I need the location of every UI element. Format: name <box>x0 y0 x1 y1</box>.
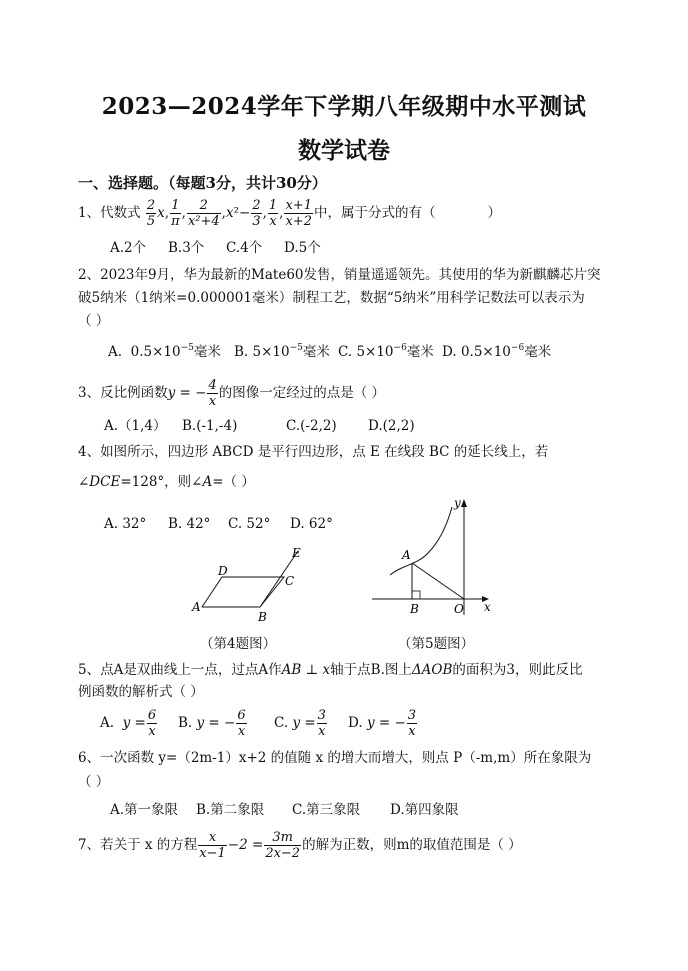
question-3-stem: 3、反比例函数y = − $\frac{4}{x}$ 的图像一定经过的点是（ ） <box>78 378 386 409</box>
right-angle-mark <box>412 591 420 599</box>
y-axis-arrow <box>461 499 467 507</box>
question-6-line-1: 6、一次函数 y=（2m-1）x+2 的值随 x 的增大而增大，则点 P（-m,m）所在象限为 <box>78 750 592 766</box>
figure-5-hyperbola <box>372 495 502 620</box>
figure-4-parallelogram <box>188 545 318 625</box>
label-y: y <box>454 496 461 510</box>
label-c: C <box>285 574 295 588</box>
label-a: A <box>402 548 411 562</box>
question-7-stem: 7、若关于 x 的方程 $\frac{x}{x-1}$ −2 = $\frac{3m}{2x-2}$ 的解为正数，则m的取值范围是（ ） <box>78 830 522 861</box>
q4-option-b: B. 42° <box>168 516 211 532</box>
q3-option-b: B.(-1,-4) <box>182 418 238 434</box>
q1-option-a: A.2个 <box>110 240 147 256</box>
q4-option-d: D. 62° <box>290 516 333 532</box>
label-b: B <box>410 602 419 616</box>
question-2-line-2: 破5纳米（1纳米=0.000001毫米）制程工艺，数据“5纳米”用科学记数法可以表示为 <box>78 290 585 306</box>
question-2-line-3: （ ） <box>78 313 110 329</box>
question-4-line-1: 4、如图所示，四边形 ABCD 是平行四边形，点 E 在线段 BC 的延长线上，若 <box>78 444 549 460</box>
q2-option-b: B. $5\times 10^{-5}$毫米 <box>234 343 330 360</box>
q1-option-b: B.3个 <box>168 240 205 256</box>
q6-option-b: B.第二象限 <box>196 802 265 818</box>
figure-4-caption: （第4题图） <box>200 636 277 652</box>
exam-subtitle: 数学试卷 <box>298 137 390 164</box>
q5-option-b: B. y = − $\frac{6}{x}$ <box>178 708 246 739</box>
q6-option-a: A.第一象限 <box>110 802 179 818</box>
label-a: A <box>192 600 201 614</box>
exam-title: 2023—2024学年下学期八年级期中水平测试 <box>101 93 587 120</box>
q3-option-a: A.（1,4） <box>104 418 167 434</box>
question-5-line-2: 例函数的解析式（ ） <box>78 684 204 700</box>
q2-option-d: D. $0.5\times 10^{-6}$毫米 <box>442 343 552 360</box>
label-x: x <box>484 600 491 614</box>
label-b: B <box>258 610 267 624</box>
q6-option-d: D.第四象限 <box>390 802 459 818</box>
question-4-line-2: ∠DCE=128°，则∠A=（ ） <box>78 474 255 490</box>
question-6-line-2: （ ） <box>78 774 110 790</box>
label-o: O <box>454 602 464 616</box>
q3-option-d: D.(2,2) <box>368 418 415 434</box>
q5-option-d: D. y = − $\frac{3}{x}$ <box>348 708 417 739</box>
parallelogram-abcd <box>202 577 284 607</box>
q6-option-c: C.第三象限 <box>292 802 361 818</box>
line-b-e <box>202 551 298 607</box>
question-5-line-1: 5、点A是双曲线上一点，过点A作AB ⊥ x轴于点B.图上ΔAOB的面积为3，则此反比 <box>78 662 583 678</box>
figure-5-caption: （第5题图） <box>398 636 475 652</box>
q5-option-c: C. y = $\frac{3}{x}$ <box>274 708 326 739</box>
label-e: E <box>292 546 301 560</box>
q3-option-c: C.(-2,2) <box>286 418 337 434</box>
q4-option-a: A. 32° <box>104 516 147 532</box>
section-heading: 一、选择题。（每题3分，共计30分） <box>78 174 327 192</box>
label-d: D <box>218 564 228 578</box>
q5-option-a: A. y = $\frac{6}{x}$ <box>100 708 157 739</box>
q2-option-a: A. $0.5\times 10^{-5}$毫米 <box>108 343 221 360</box>
q1-option-d: D.5个 <box>284 240 321 256</box>
q4-option-c: C. 52° <box>228 516 271 532</box>
q1-option-c: C.4个 <box>226 240 263 256</box>
hyperbola-curve <box>390 507 452 575</box>
q2-option-c: C. $5\times 10^{-6}$毫米 <box>338 343 434 360</box>
question-1-stem: 1、代数式 $\frac{2}{5}$ x, $\frac{1}{\pi}$ , $\frac{2}{\text{x²+4}}$ ,x²− $\frac{2}{3}$ , $\frac{1}{x}$ , $\frac{x+1}{x+2}$ 中，属于分式的有（ ） <box>78 198 501 229</box>
question-2-line-1: 2、2023年9月，华为最新的Mate60发售，销量遥遥领先。其使用的华为新麒麟芯片突 <box>78 267 601 283</box>
